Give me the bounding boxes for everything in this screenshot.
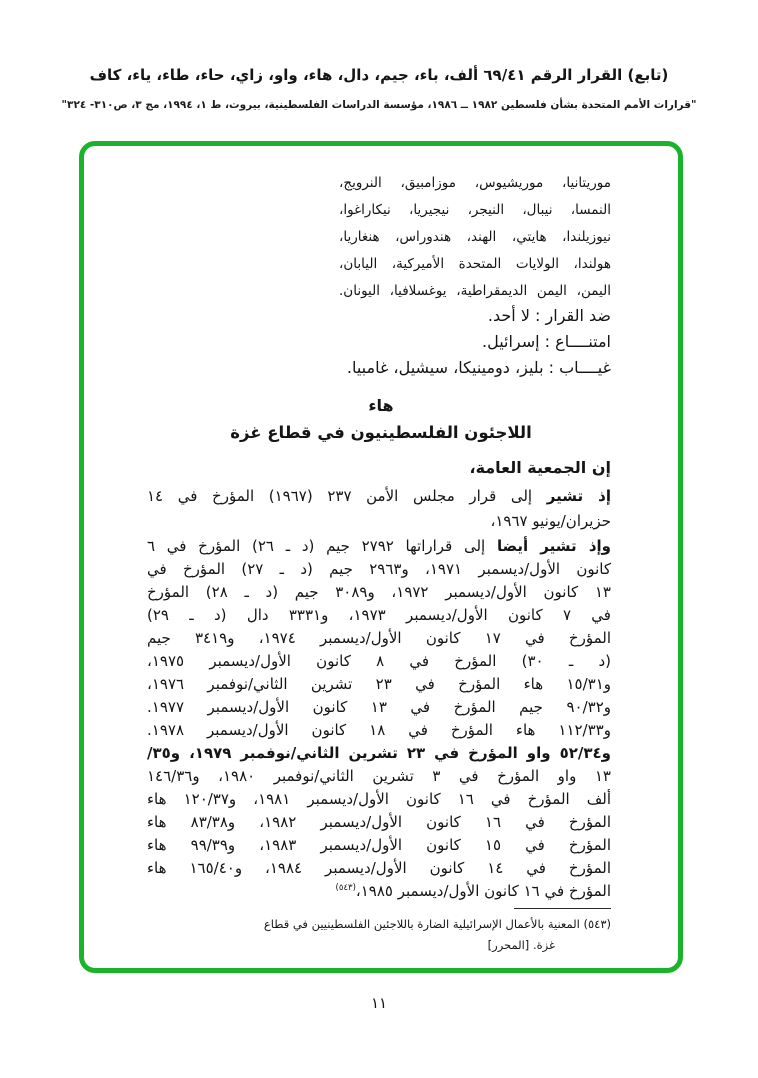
text-line: المؤرخ في ١٦ كانون الأول/ديسمبر ١٩٨٥،$^{(٥٤٣)}$ xyxy=(335,882,611,900)
section-letter-heading: هاء xyxy=(368,396,394,415)
section-title: اللاجئون الفلسطينيون في قطاع غزة xyxy=(230,423,532,442)
text-line: ١٣ كانون الأول/ديسمبر ١٩٧٢، و٣٠٨٩ جيم (د ـ ٢٨) المؤرخ xyxy=(147,583,611,601)
text-line: غيــــاب : بليز، دومينيكا، سيشيل، غامبيا. xyxy=(346,358,611,377)
text-line: حزيران/يونيو ١٩٦٧، xyxy=(490,512,611,530)
text-line: و٥٢/٣٤ واو المؤرخ في ٢٣ تشرين الثاني/نوفمبر ١٩٧٩، و٣٥/ xyxy=(147,744,611,762)
text-line: اليمن، اليمن الديمقراطية، يوغسلافيا، اليونان. xyxy=(339,283,611,299)
text-line: و٩٠/٣٢ جيم المؤرخ في ١٣ كانون الأول/ديسمبر ١٩٧٧. xyxy=(147,698,611,716)
text-line: النمسا، نيبال، النيجر، نيجيريا، نيكاراغوا، xyxy=(339,202,611,218)
text-line: ألف المؤرخ في ١٦ كانون الأول/ديسمبر ١٩٨١، و١٢٠/٣٧ هاء xyxy=(147,790,611,808)
vote-results xyxy=(147,303,611,381)
text-line: (٥٤٣) المعنية بالأعمال الإسرائيلية الضارة باللاجئين الفلسطينيين في قطاع xyxy=(263,917,611,931)
footnote-marker: (٥٤٣) xyxy=(335,883,356,893)
paragraph-recalling xyxy=(147,484,611,534)
country-list xyxy=(339,170,611,305)
text-line: كانون الأول/ديسمبر ١٩٧١، و٢٩٦٣ جيم (د ـ ٢٧) المؤرخ في xyxy=(147,560,611,578)
text-line: المؤرخ في ١٧ كانون الأول/ديسمبر ١٩٧٤، و٣٤١٩ جيم xyxy=(147,629,611,647)
text-line: المؤرخ في ١٥ كانون الأول/ديسمبر ١٩٨٣، و٩٩/٣٩ هاء xyxy=(147,836,611,854)
footnote-divider xyxy=(514,908,611,909)
source-citation: "قرارات الأمم المتحدة بشأن فلسطين ١٩٨٢ ــ ١٩٨٦، مؤسسة الدراسات الفلسطينية، بيروت، ط ١، ١٩٩٤، مج ٣، ص٣١٠- ٣٢٤" xyxy=(61,99,697,111)
assembly-opening-line: إن الجمعية العامة، xyxy=(469,458,611,477)
text-line: في ٧ كانون الأول/ديسمبر ١٩٧٣، و٣٣٣١ دال (د ـ ٢٩) xyxy=(147,606,611,624)
text-line: موريتانيا، موريشيوس، موزامبيق، النرويج، xyxy=(339,175,611,191)
text-line: ١٣ واو المؤرخ في ٣ تشرين الثاني/نوفمبر ١٩٨٠، و١٤٦/٣٦ xyxy=(147,767,611,785)
text-line: هولندا، الولايات المتحدة الأميركية، اليابان، xyxy=(339,256,611,272)
text-line: غزة. [المحرر] xyxy=(487,938,555,952)
text-line: وإذ تشير أيضا إلى قراراتها ٢٧٩٢ جيم (د ـ ٢٦) المؤرخ في ٦ xyxy=(147,537,611,555)
resolution-box xyxy=(79,141,683,973)
text-line: المؤرخ في ١٦ كانون الأول/ديسمبر ١٩٨٢، و٨٣/٣٨ هاء xyxy=(147,813,611,831)
page-number: ١١ xyxy=(370,994,388,1012)
paragraph-recalling-also xyxy=(147,535,611,903)
resolution-header-title: (تابع) القرار الرقم ٦٩/٤١ ألف، باء، جيم، دال، هاء، واو، زاي، حاء، طاء، ياء، كاف xyxy=(89,66,669,84)
text-line: و١١٢/٣٣ هاء المؤرخ في ١٨ كانون الأول/ديسمبر ١٩٧٨. xyxy=(147,721,611,739)
text-line: (د ـ ٣٠) المؤرخ في ٨ كانون الأول/ديسمبر ١٩٧٥، xyxy=(147,652,611,670)
text-line: المؤرخ في ١٤ كانون الأول/ديسمبر ١٩٨٤، و١٦٥/٤٠ هاء xyxy=(147,859,611,877)
text-line: إذ تشير إلى قرار مجلس الأمن ٢٣٧ (١٩٦٧) المؤرخ في ١٤ xyxy=(147,487,612,505)
footnote xyxy=(147,914,611,956)
text-line: امتنــــاع : إسرائيل. xyxy=(481,332,611,351)
text-line: ضد القرار : لا أحد. xyxy=(487,306,611,325)
text-line: و١٥/٣١ هاء المؤرخ في ٢٣ تشرين الثاني/نوفمبر ١٩٧٦، xyxy=(147,675,611,693)
text-line: نيوزيلندا، هايتي، الهند، هندوراس، هنغاريا، xyxy=(339,229,611,245)
